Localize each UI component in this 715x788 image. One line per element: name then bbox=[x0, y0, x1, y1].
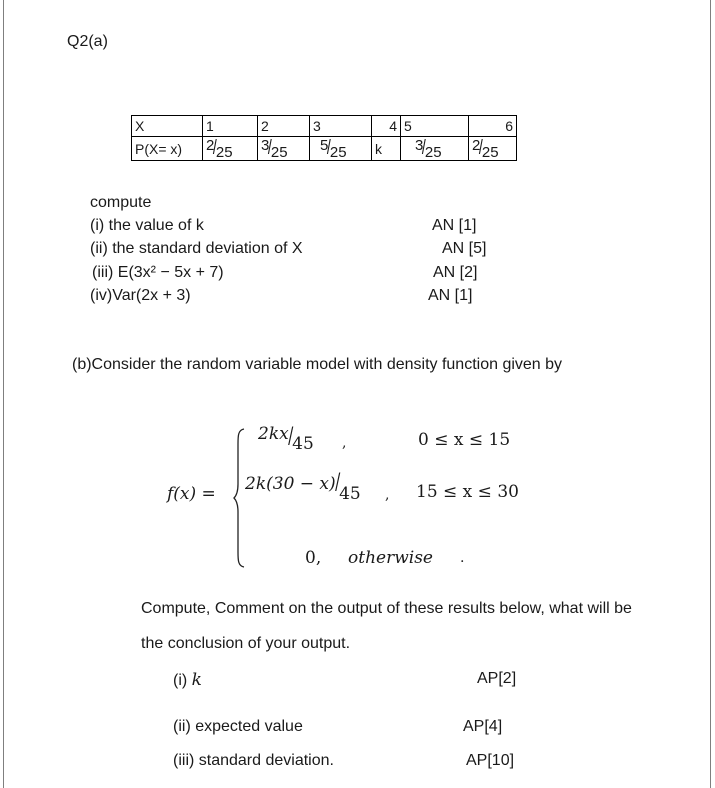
part-b-mark: AP[10] bbox=[466, 752, 515, 769]
case-2-condition: 15 ≤ x ≤ 30 bbox=[416, 482, 519, 502]
part-a-mark: AN [1] bbox=[432, 217, 477, 234]
part-b-intro: (b)Consider the random variable model with density function given by bbox=[72, 356, 563, 373]
fx-label: f(x) = bbox=[167, 484, 216, 504]
table-row-prob bbox=[132, 137, 517, 161]
table-cell: P(X= x) bbox=[132, 137, 203, 161]
table-cell bbox=[401, 137, 469, 161]
part-b-instruction: the conclusion of your output. bbox=[141, 635, 351, 652]
part-a-mark: AN [5] bbox=[442, 240, 487, 257]
case-3-value: 0, bbox=[305, 548, 322, 568]
part-a-mark: AN [1] bbox=[428, 287, 473, 304]
table-cell: 1 bbox=[203, 116, 258, 137]
table-cell: X bbox=[132, 116, 203, 137]
part-a-item-label: (i) the value of k bbox=[90, 217, 204, 234]
fraction: 3/25 bbox=[261, 137, 288, 161]
table-cell: 2 bbox=[258, 116, 310, 137]
fraction: 5/25 bbox=[320, 137, 347, 161]
table-cell: k bbox=[372, 137, 401, 161]
case-1-condition: 0 ≤ x ≤ 15 bbox=[418, 430, 511, 450]
part-b-item-label: (ii) expected value bbox=[173, 718, 303, 735]
part-a-mark: AN [2] bbox=[433, 264, 478, 281]
table-row-x bbox=[132, 116, 517, 137]
left-brace-icon bbox=[233, 428, 245, 568]
part-b-item-label: (iii) standard deviation. bbox=[173, 752, 334, 769]
table-cell bbox=[310, 137, 372, 161]
part-a-item-label: (iii) E(3x² − 5x + 7) bbox=[92, 264, 224, 281]
part-a-intro: compute bbox=[90, 194, 152, 211]
pmf-table bbox=[131, 115, 517, 161]
case-1-expression: 2kx/45 bbox=[258, 424, 314, 454]
question-label: Q2(a) bbox=[67, 33, 108, 50]
fraction: 3/25 bbox=[415, 137, 442, 161]
part-a-item-label: (iv)Var(2x + 3) bbox=[90, 287, 191, 304]
fraction: 2/25 bbox=[206, 137, 233, 161]
case-1-separator: , bbox=[342, 435, 347, 451]
table-cell: 3 bbox=[310, 116, 372, 137]
case-2-expression: 2k(30 − x)/45 bbox=[245, 470, 361, 504]
table-cell: 6 bbox=[469, 116, 517, 137]
part-b-item-label: (i) k bbox=[173, 670, 202, 690]
table-cell: 5 bbox=[401, 116, 469, 137]
part-a-item-label: (ii) the standard deviation of X bbox=[90, 240, 303, 257]
fraction: 2/25 bbox=[472, 137, 499, 161]
part-b-mark: AP[2] bbox=[477, 670, 517, 687]
part-b-mark: AP[4] bbox=[463, 718, 503, 735]
case-3-end: . bbox=[460, 550, 465, 566]
table-cell bbox=[203, 137, 258, 161]
table-cell: 4 bbox=[372, 116, 401, 137]
table-cell bbox=[469, 137, 517, 161]
case-2-separator: , bbox=[385, 487, 390, 503]
part-b-instruction: Compute, Comment on the output of these results below, what will be bbox=[141, 600, 632, 617]
case-3-condition: otherwise bbox=[348, 548, 433, 568]
table-cell bbox=[258, 137, 310, 161]
